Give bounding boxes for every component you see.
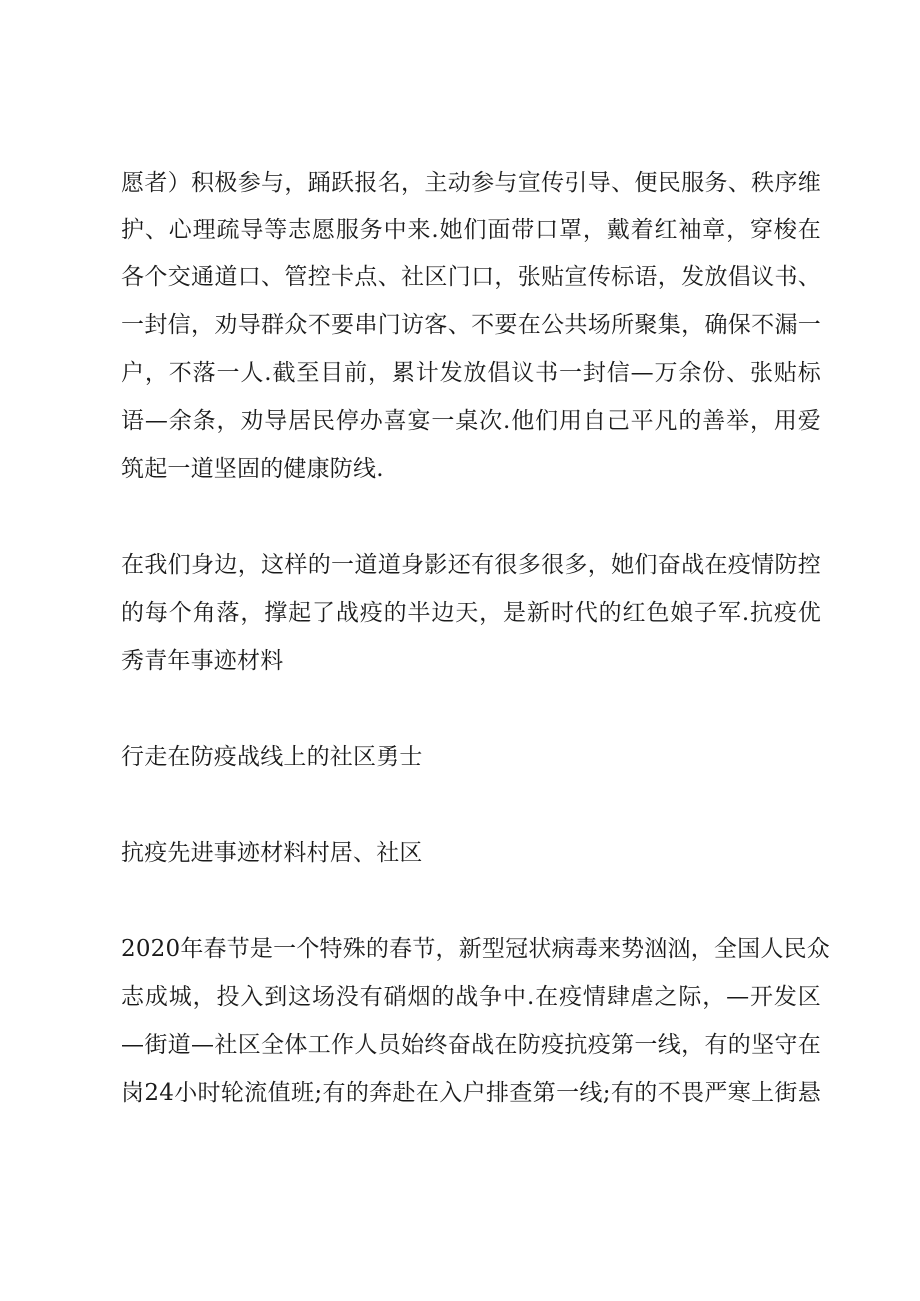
paragraph-1-line-5: 户，不落一人.截至目前，累计发放倡议书一封信—万余份、张贴标 <box>121 360 821 386</box>
paragraph-3-line-4: 岗24小时轮流值班;有的奔赴在入户排查第一线;有的不畏严寒上街悬 <box>121 1080 821 1106</box>
paragraph-1-line-3: 各个交通道口、管控卡点、社区门口，张贴宣传标语，发放倡议书、 <box>121 264 821 290</box>
section-heading-1: 行走在防疫战线上的社区勇士 <box>121 744 423 770</box>
paragraph-2-line-1: 在我们身边，这样的一道道身影还有很多很多，她们奋战在疫情防控 <box>121 552 821 578</box>
paragraph-1-line-4: 一封信，劝导群众不要串门访客、不要在公共场所聚集，确保不漏一 <box>121 312 821 338</box>
paragraph-2-line-3: 秀青年事迹材料 <box>121 648 284 674</box>
paragraph-2-line-2: 的每个角落，撑起了战疫的半边天，是新时代的红色娘子军.抗疫优 <box>121 600 821 626</box>
paragraph-3-line-1: 2020年春节是一个特殊的春节，新型冠状病毒来势汹汹，全国人民众 <box>121 936 830 962</box>
paragraph-1-line-2: 护、心理疏导等志愿服务中来.她们面带口罩，戴着红袖章，穿梭在 <box>121 217 821 243</box>
paragraph-1-line-7: 筑起一道坚固的健康防线. <box>121 456 384 482</box>
paragraph-3-line-3: —街道—社区全体工作人员始终奋战在防疫抗疫第一线，有的坚守在 <box>121 1032 821 1058</box>
paragraph-3-line-2: 志成城，投入到这场没有硝烟的战争中.在疫情肆虐之际，—开发区 <box>121 984 821 1010</box>
paragraph-1-line-1: 愿者）积极参与，踊跃报名，主动参与宣传引导、便民服务、秩序维 <box>121 170 821 196</box>
paragraph-1-line-6: 语—余条，劝导居民停办喜宴一桌次.他们用自己平凡的善举，用爱 <box>121 408 821 434</box>
section-heading-2: 抗疫先进事迹材料村居、社区 <box>121 840 423 866</box>
